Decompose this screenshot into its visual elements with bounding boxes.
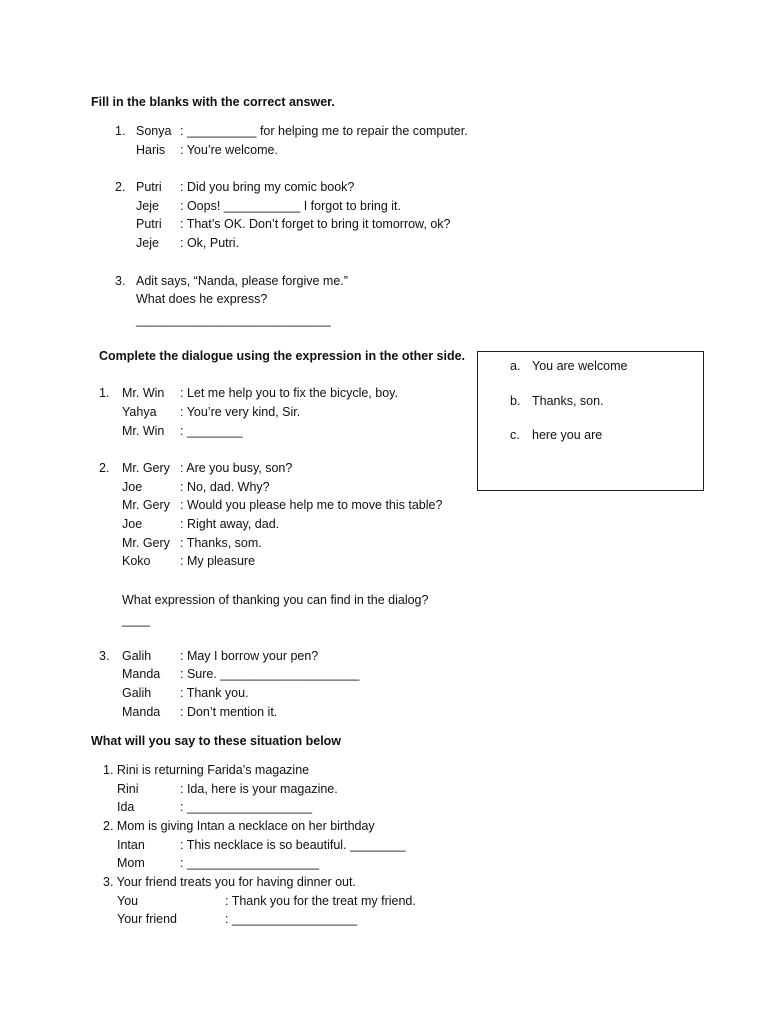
- dialogue-line: : Ok, Putri.: [180, 236, 240, 250]
- dialogue-line: : You’re welcome.: [180, 143, 278, 157]
- speaker-name: Mr. Win: [122, 386, 165, 400]
- section-2-heading: Complete the dialogue using the expression in the other side.: [99, 349, 466, 363]
- answer-blank: ____: [122, 613, 150, 627]
- dialogue-line: : Are you busy, son?: [180, 461, 293, 475]
- question-number: 1.: [99, 386, 110, 400]
- speaker-name: Intan: [117, 838, 145, 852]
- speaker-name: Joe: [122, 480, 143, 494]
- answer-blank: ____________________________: [136, 313, 331, 327]
- dialogue-line: : May I borrow your pen?: [180, 649, 319, 663]
- option-text: Thanks, son.: [532, 394, 604, 408]
- dialogue-line: : Would you please help me to move this table?: [180, 498, 443, 512]
- situation-prompt: 3. Your friend treats you for having dinner out.: [103, 875, 356, 889]
- question-number: 3.: [99, 649, 110, 663]
- dialogue-line: : Thanks, som.: [180, 536, 262, 550]
- speaker-name: Rini: [117, 782, 139, 796]
- dialogue-line: : This necklace is so beautiful. ________: [180, 838, 406, 852]
- speaker-name: Your friend: [117, 912, 177, 926]
- dialogue-line: : ________: [180, 424, 243, 438]
- dialogue-line: : That’s OK. Don’t forget to bring it tomorrow, ok?: [180, 217, 451, 231]
- dialogue-line: : Thank you.: [180, 686, 249, 700]
- option-text: here you are: [532, 428, 603, 442]
- dialogue-line: : Don’t mention it.: [180, 705, 278, 719]
- dialogue-line: : Ida, here is your magazine.: [180, 782, 338, 796]
- speaker-name: Sonya: [136, 124, 172, 138]
- speaker-name: Yahya: [122, 405, 157, 419]
- speaker-name: Mr. Gery: [122, 461, 170, 475]
- speaker-name: Koko: [122, 554, 151, 568]
- option-letter: b.: [510, 394, 521, 408]
- dialogue-line: : Did you bring my comic book?: [180, 180, 355, 194]
- speaker-name: Mr. Gery: [122, 498, 170, 512]
- section-3-heading: What will you say to these situation below: [91, 734, 342, 748]
- question-number: 2.: [115, 180, 126, 194]
- situation-prompt: 2. Mom is giving Intan a necklace on her birthday: [103, 819, 375, 833]
- dialogue-line: : No, dad. Why?: [180, 480, 270, 494]
- speaker-name: Galih: [122, 686, 152, 700]
- dialogue-line: : Oops! ___________ I forgot to bring it.: [180, 199, 401, 213]
- situation-prompt: 1. Rini is returning Farida’s magazine: [103, 763, 310, 777]
- speaker-name: Putri: [136, 180, 162, 194]
- dialogue-line: : Right away, dad.: [180, 517, 280, 531]
- question-text: What expression of thanking you can find in the dialog?: [122, 593, 429, 607]
- option-letter: a.: [510, 359, 521, 373]
- option-text: You are welcome: [532, 359, 628, 373]
- speaker-name: Haris: [136, 143, 166, 157]
- speaker-name: Putri: [136, 217, 162, 231]
- expression-options-box: [477, 351, 704, 491]
- section-1-heading: Fill in the blanks with the correct answer.: [91, 95, 335, 109]
- question-number: 2.: [99, 461, 110, 475]
- dialogue-line: : Sure. ____________________: [180, 667, 360, 681]
- dialogue-line: : Thank you for the treat my friend.: [225, 894, 416, 908]
- dialogue-line: : ___________________: [180, 856, 320, 870]
- speaker-name: Joe: [122, 517, 143, 531]
- question-text: What does he express?: [136, 292, 268, 306]
- speaker-name: Mr. Gery: [122, 536, 170, 550]
- dialogue-line: : __________ for helping me to repair the computer.: [180, 124, 468, 138]
- speaker-name: Ida: [117, 800, 135, 814]
- question-number: 3.: [115, 274, 126, 288]
- dialogue-line: : __________________: [180, 800, 313, 814]
- speaker-name: Manda: [122, 705, 161, 719]
- speaker-name: Galih: [122, 649, 152, 663]
- speaker-name: Mr. Win: [122, 424, 165, 438]
- dialogue-line: : Let me help you to fix the bicycle, boy.: [180, 386, 398, 400]
- question-text: Adit says, “Nanda, please forgive me.”: [136, 274, 348, 288]
- speaker-name: Jeje: [136, 199, 159, 213]
- option-letter: c.: [510, 428, 520, 442]
- speaker-name: Mom: [117, 856, 145, 870]
- dialogue-line: : __________________: [225, 912, 358, 926]
- speaker-name: Manda: [122, 667, 161, 681]
- speaker-name: Jeje: [136, 236, 159, 250]
- dialogue-line: : My pleasure: [180, 554, 256, 568]
- speaker-name: You: [117, 894, 139, 908]
- question-number: 1.: [115, 124, 126, 138]
- dialogue-line: : You’re very kind, Sir.: [180, 405, 301, 419]
